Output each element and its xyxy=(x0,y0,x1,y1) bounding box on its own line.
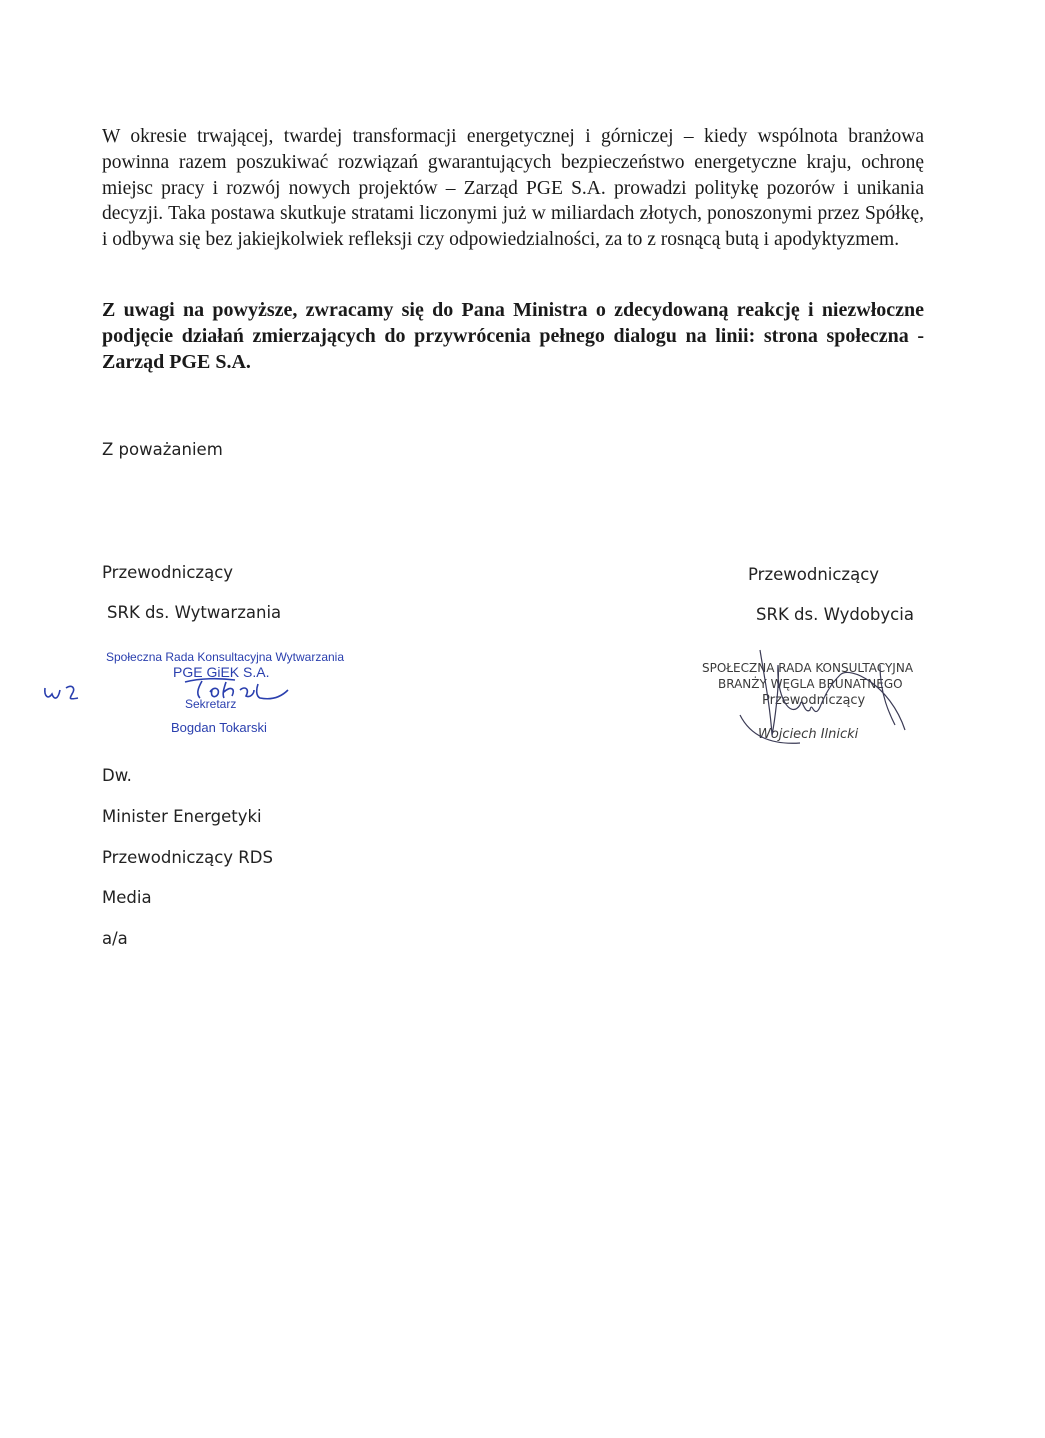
distribution-recipient: a/a xyxy=(102,929,128,948)
paragraph-text: Z uwagi na powyższe, zwracamy się do Pana Ministra o zdecydowaną reakcję i niezwłoczne podjęcie działań zmierzających do przywrócenia pełnego dialogu na linii: strona społeczna - Zarząd PGE S.A. xyxy=(102,299,924,373)
left-stamp-line-1: Społeczna Rada Konsultacyjna Wytwarzania xyxy=(106,650,345,664)
distribution-recipient: Media xyxy=(102,888,152,907)
left-signatory-role: Przewodniczący xyxy=(102,563,234,582)
right-stamp-name: Wojciech Ilnicki xyxy=(758,727,859,742)
closing-salutation: Z poważaniem xyxy=(102,440,223,459)
paragraph-text: W okresie trwającej, twardej transformacji energetycznej i górniczej – kiedy wspólnota branżowa powinna razem poszukiwać rozwiązań gwarantujących bezpieczeństwo energetyczne kraju, ochronę miejsc pracy i rozwój nowych projektów – Zarząd PGE S.A. prowadzi politykę pozorów i unikania decyzji. Taka postawa skutkuje stratami liczonymi już w miliardach złotych, ponoszonymi przez Spółkę, i odbywa się bez jakiejkolwiek refleksji czy odpowiedzialności, za to z rosnącą butą i apodyktyzmem. xyxy=(102,126,924,251)
right-stamp-line-2: BRANŻY WĘGLA BRUNATNEGO xyxy=(718,677,903,691)
left-handwritten-signature-icon xyxy=(180,676,300,702)
distribution-recipient: Minister Energetyki xyxy=(102,807,262,826)
right-stamp-line-3: Przewodniczący xyxy=(762,693,866,708)
right-handwritten-signature-icon xyxy=(730,645,930,755)
right-signatory-role: Przewodniczący xyxy=(748,565,880,584)
distribution-recipient: Przewodniczący RDS xyxy=(102,848,273,867)
left-stamp-line-2: PGE GiEK S.A. xyxy=(173,664,270,680)
margin-note-w2-icon xyxy=(42,680,92,704)
body-paragraph-1 xyxy=(102,124,924,253)
right-stamp-line-1: SPOŁECZNA RADA KONSULTACYJNA xyxy=(702,661,914,675)
right-signatory-body: SRK ds. Wydobycia xyxy=(756,605,914,624)
left-signatory-body: SRK ds. Wytwarzania xyxy=(107,603,282,622)
distribution-heading: Dw. xyxy=(102,766,132,785)
left-stamp-line-3: Sekretarz xyxy=(185,697,237,711)
body-paragraph-2-request xyxy=(102,298,924,375)
left-stamp-name: Bogdan Tokarski xyxy=(171,720,267,735)
